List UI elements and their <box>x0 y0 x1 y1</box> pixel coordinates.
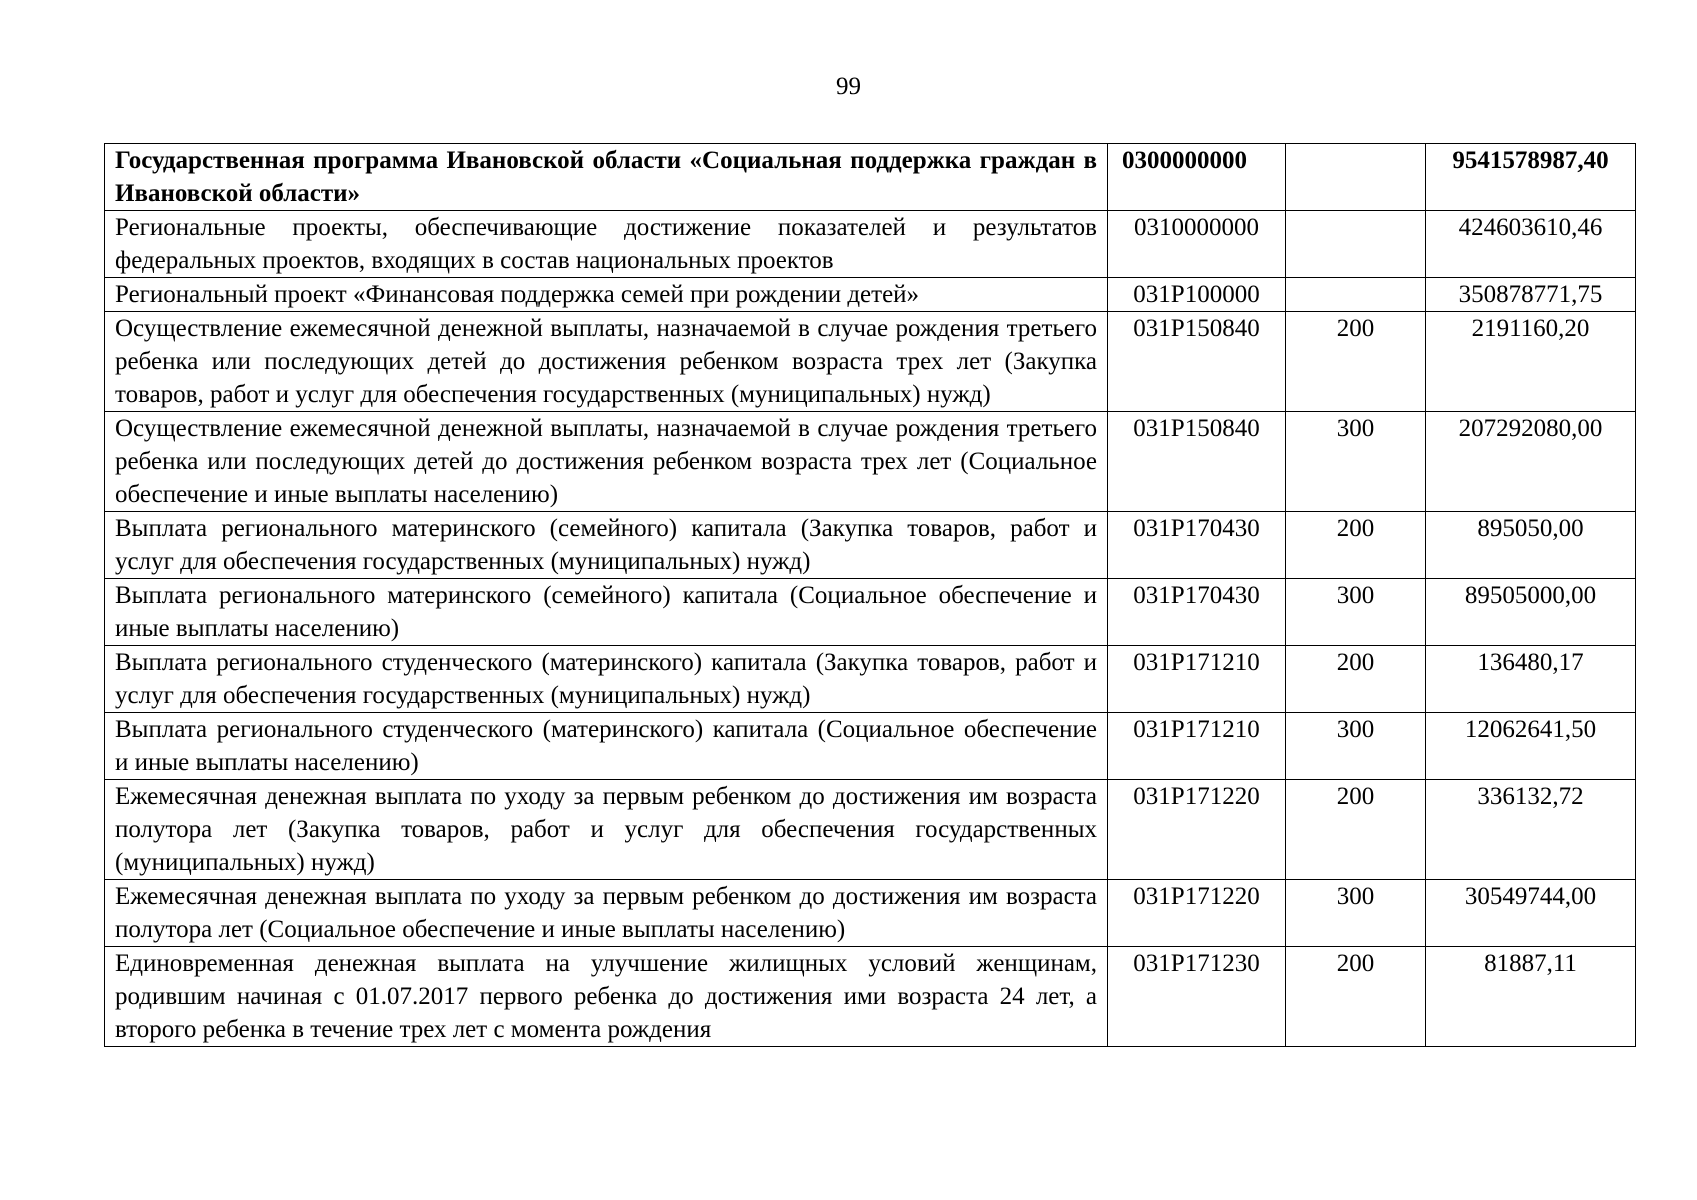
row-sum: 895050,00 <box>1426 512 1636 579</box>
row-name: Единовременная денежная выплата на улучшение жилищных условий женщинам, родившим начиная с 01.07.2017 первого ребенка до достижения ими возраста 24 лет, а второго ребенка в течение трех лет с момента рождения <box>105 947 1108 1047</box>
row-name: Региональный проект «Финансовая поддержка семей при рождении детей» <box>105 278 1108 312</box>
row-type: 200 <box>1286 512 1426 579</box>
row-type: 200 <box>1286 646 1426 713</box>
row-sum: 424603610,46 <box>1426 211 1636 278</box>
row-type <box>1286 144 1426 211</box>
row-sum: 89505000,00 <box>1426 579 1636 646</box>
table-row <box>105 412 1636 512</box>
row-code: 031P171230 <box>1108 947 1286 1047</box>
row-code: 031P171210 <box>1108 713 1286 780</box>
row-code: 031P150840 <box>1108 312 1286 412</box>
row-code: 0300000000 <box>1108 144 1286 211</box>
row-name: Выплата регионального студенческого (материнского) капитала (Социальное обеспечение и иные выплаты населению) <box>105 713 1108 780</box>
table-row <box>105 512 1636 579</box>
table-row <box>105 579 1636 646</box>
row-name: Выплата регионального материнского (семейного) капитала (Закупка товаров, работ и услуг для обеспечения государственных (муниципальных) нужд) <box>105 512 1108 579</box>
row-sum: 12062641,50 <box>1426 713 1636 780</box>
row-type <box>1286 211 1426 278</box>
row-name: Ежемесячная денежная выплата по уходу за первым ребенком до достижения им возраста полутора лет (Социальное обеспечение и иные выплаты населению) <box>105 880 1108 947</box>
row-name: Государственная программа Ивановской области «Социальная поддержка граждан в Ивановской области» <box>105 144 1108 211</box>
row-type: 200 <box>1286 312 1426 412</box>
row-type: 200 <box>1286 947 1426 1047</box>
row-name: Выплата регионального студенческого (материнского) капитала (Закупка товаров, работ и услуг для обеспечения государственных (муниципальных) нужд) <box>105 646 1108 713</box>
row-code: 031P170430 <box>1108 512 1286 579</box>
row-sum: 2191160,20 <box>1426 312 1636 412</box>
table-row <box>105 780 1636 880</box>
row-sum: 350878771,75 <box>1426 278 1636 312</box>
row-code: 031P171220 <box>1108 880 1286 947</box>
row-sum: 30549744,00 <box>1426 880 1636 947</box>
table-row <box>105 144 1636 211</box>
row-code: 031P150840 <box>1108 412 1286 512</box>
budget-table <box>104 143 1636 1047</box>
table-row <box>105 646 1636 713</box>
row-code: 031P171210 <box>1108 646 1286 713</box>
row-name: Ежемесячная денежная выплата по уходу за первым ребенком до достижения им возраста полутора лет (Закупка товаров, работ и услуг для обеспечения государственных (муниципальных) нужд) <box>105 780 1108 880</box>
row-type: 300 <box>1286 412 1426 512</box>
table-row <box>105 312 1636 412</box>
row-code: 031P170430 <box>1108 579 1286 646</box>
row-type <box>1286 278 1426 312</box>
row-name: Осуществление ежемесячной денежной выплаты, назначаемой в случае рождения третьего ребенка или последующих детей до достижения ребенком возраста трех лет (Закупка товаров, работ и услуг для обеспечения государственных (муниципальных) нужд) <box>105 312 1108 412</box>
row-sum: 207292080,00 <box>1426 412 1636 512</box>
table-row <box>105 211 1636 278</box>
row-sum: 136480,17 <box>1426 646 1636 713</box>
row-type: 300 <box>1286 713 1426 780</box>
row-name: Осуществление ежемесячной денежной выплаты, назначаемой в случае рождения третьего ребенка или последующих детей до достижения ребенком возраста трех лет (Социальное обеспечение и иные выплаты населению) <box>105 412 1108 512</box>
table-row <box>105 880 1636 947</box>
row-type: 300 <box>1286 579 1426 646</box>
row-type: 200 <box>1286 780 1426 880</box>
row-sum: 81887,11 <box>1426 947 1636 1047</box>
row-sum: 9541578987,40 <box>1426 144 1636 211</box>
row-name: Региональные проекты, обеспечивающие достижение показателей и результатов федеральных проектов, входящих в состав национальных проектов <box>105 211 1108 278</box>
row-code: 031P171220 <box>1108 780 1286 880</box>
row-name: Выплата регионального материнского (семейного) капитала (Социальное обеспечение и иные выплаты населению) <box>105 579 1108 646</box>
row-sum: 336132,72 <box>1426 780 1636 880</box>
table-row <box>105 278 1636 312</box>
table-row <box>105 713 1636 780</box>
row-code: 0310000000 <box>1108 211 1286 278</box>
table-row <box>105 947 1636 1047</box>
page-number: 99 <box>836 73 861 100</box>
row-type: 300 <box>1286 880 1426 947</box>
row-code: 031P100000 <box>1108 278 1286 312</box>
